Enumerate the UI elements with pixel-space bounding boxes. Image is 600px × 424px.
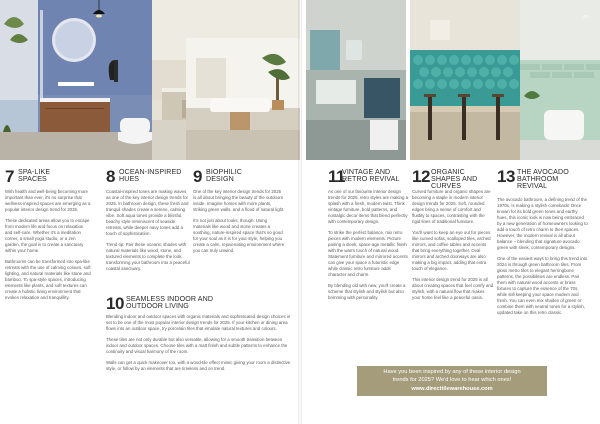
section-10-paragraph: Blending indoor and outdoor spaces with organic materials and sophisticated design choices is set to be one of the most popular interior design trends for 2025. If your kitchen or dining area flows into an outdoor space, try porcelain tiles that emulate natural textures and colours. bbox=[106, 314, 291, 331]
section-10-paragraph: Walls can get a quick makeover too, with a wood-tile effect mimic giving your room a distinctive style, or follow by an elements that are timeless and on trend. bbox=[106, 360, 291, 371]
section-9-body bbox=[193, 189, 285, 259]
organic-shapes-photo bbox=[410, 0, 520, 160]
right-page bbox=[300, 0, 600, 424]
cta-line-1: Have you been inspired by any of these interior design bbox=[383, 369, 521, 375]
section-8-paragraph: Trend tip: Pair these oceanic shades with natural materials like wood, stone, and textured elements to complete the look, transforming your bathroom into a peaceful coastal sanctuary. bbox=[106, 242, 190, 271]
section-11-paragraph: As one of our favourite interior design trends for 2025, retro styles are making a splash with a fresh, modern twist. Think vintage furniture, bold patterns, and nostalgic decor items that blend perfectly with contemporary design. bbox=[328, 189, 409, 224]
cta-banner bbox=[357, 366, 547, 396]
section-13-title: THE AVOCADO BATHROOM REVIVAL bbox=[517, 168, 569, 191]
section-11-paragraph: To strike the perfect balance, mix retro pieces with modern elements. Picture pairing a sleek, space-age metallic finish with the warm touch of natural wood. Statement furniture and mirrored accents can give your space a futuristic edge while classic retro furniture adds character and charm. bbox=[328, 230, 408, 277]
section-10-body bbox=[106, 314, 292, 377]
section-12-title: ORGANIC SHAPES AND CURVES bbox=[431, 168, 478, 191]
section-13-number: 13 bbox=[497, 167, 515, 186]
section-8-body bbox=[106, 189, 190, 277]
section-7-number: 7 bbox=[5, 167, 14, 186]
section-12-paragraph: You'll want to keep an eye out for pieces like curved sofas, scalloped tiles, arched mirrors, and coffee tables and accents that bring everything together. Oval mirrors and arched doorways are also making a big impact, adding that extra touch of elegance. bbox=[412, 230, 491, 271]
section-7-paragraph: With health and well-being becoming more important than ever, it's no surprise that wellness-inspired spaces are emerging as a popular interior design trend for 2025. bbox=[5, 189, 91, 212]
section-13-paragraph: One of the easiest ways to bring this trend into 2024 is through green bathroom tiles. From gloss metro tiles to elegant herringbone patterns, the possibilities are endless. Pair them with natural wood accents or brass fixtures to capture the essence of the 70s, while still keeping your space modern and fresh. You can even mix shades of green or combine them with neutral tones for a stylish, updated take on this retro classic. bbox=[497, 256, 588, 315]
section-8-paragraph: Coastal-inspired tones are making waves as one of the key interior design trends for 2025. In bathroom design, these fresh and tranquil shades create a serene, calming vibe. Soft aqua tones provide a blissful, beachy style reminiscent of seaside retreats, while deeper navy tones add a touch of sophistication. bbox=[106, 189, 189, 236]
cta-website-link[interactable]: www.directtilewarehouse.com bbox=[411, 386, 493, 392]
section-11-paragraph: By blending old with new, you'll create a scheme that stylish and stylish but also brimming with personality. bbox=[328, 283, 406, 300]
section-9-number: 9 bbox=[193, 167, 202, 186]
section-7-title: SPA-LIKE SPACES bbox=[18, 168, 51, 184]
section-13-body bbox=[497, 197, 589, 321]
spa-bathroom-photo bbox=[0, 0, 152, 160]
section-11-number: 11 bbox=[328, 167, 345, 186]
avocado-bathroom-photo bbox=[520, 0, 600, 160]
section-7-paragraph: These dedicated areas allow you to escape from modern life and focus on relaxation and self-care. Whether it's a meditation corner, a small yoga studio, or a zen garden, the goal is to create a sanctuary within your home. bbox=[5, 218, 90, 253]
section-9-paragraph: It's not just about looks, though. Using materials like wood and stone creates a soothing, nature-inspired space that's so good for your soul as it is for your style, helping you create a calm, rejuvenating environment where you can truly unwind. bbox=[193, 218, 285, 253]
section-10-paragraph: These tiles are not only durable but also versatile, allowing for a smooth transition between indoor and outdoor spaces. Choose tiles with a matt finish and subtle patterns to enhance the continuity and visual harmony of the room. bbox=[106, 337, 288, 354]
section-7-body bbox=[5, 189, 91, 306]
section-7-paragraph: Bathrooms can be transformed into spa-like retreats with the use of calming colours, soft lighting, and natural materials like stone and bamboo. To spa-style spaces, introducing elements like plants, and soft textures can create a holistic living environment that evokes relaxation and tranquillity. bbox=[5, 259, 91, 300]
section-10-title: SEAMLESS INDOOR AND OUTDOOR LIVING bbox=[126, 295, 214, 311]
section-12-body bbox=[412, 189, 494, 306]
section-8-title: OCEAN-INSPIRED HUES bbox=[119, 168, 182, 184]
page-number: 45 bbox=[582, 14, 588, 19]
cta-line-2: trends for 2025? We'd love to hear which ones! bbox=[392, 377, 512, 383]
section-12-paragraph: This interior design trend for 2025 is all about creating spaces that feel comfy and stylish, with a natural flow that makes your home feel like a peaceful oasis. bbox=[412, 277, 494, 300]
section-12-paragraph: Curved furniture and organic shapes are becoming a staple in modern interior design trends for 2025. Soft, rounded edges bring a sense of comfort and fluidity to spaces, contrasting with the rigid lines of traditional furniture. bbox=[412, 189, 491, 224]
section-9-title: BIOPHILIC DESIGN bbox=[206, 168, 242, 184]
section-11-title: VINTAGE AND RETRO REVIVAL bbox=[342, 168, 400, 184]
retro-bathroom-photo bbox=[306, 0, 406, 160]
section-12-number: 12 bbox=[412, 167, 430, 186]
section-10-number: 10 bbox=[106, 294, 124, 313]
section-8-number: 8 bbox=[106, 167, 115, 186]
section-9-paragraph: One of the key interior design trends for 2025 is all about bringing the beauty of the outdoors inside. Imagine homes with more plants, striking green walls, and a flood of natural light. bbox=[193, 189, 285, 212]
biophilic-bathroom-photo bbox=[186, 38, 300, 160]
section-11-body bbox=[328, 189, 410, 306]
book-spine bbox=[298, 0, 302, 424]
section-13-paragraph: The avocado bathroom, a defining trend of the 1970s, is making a stylish comeback! Once known for its bold green tones and earthy hues, this iconic look is now being embraced by a new generation of homeowners looking to add a touch of retro charm to their spaces. However, the modern revival is all about balance – blending that signature avocado green with sleek, contemporary designs. bbox=[497, 197, 588, 250]
